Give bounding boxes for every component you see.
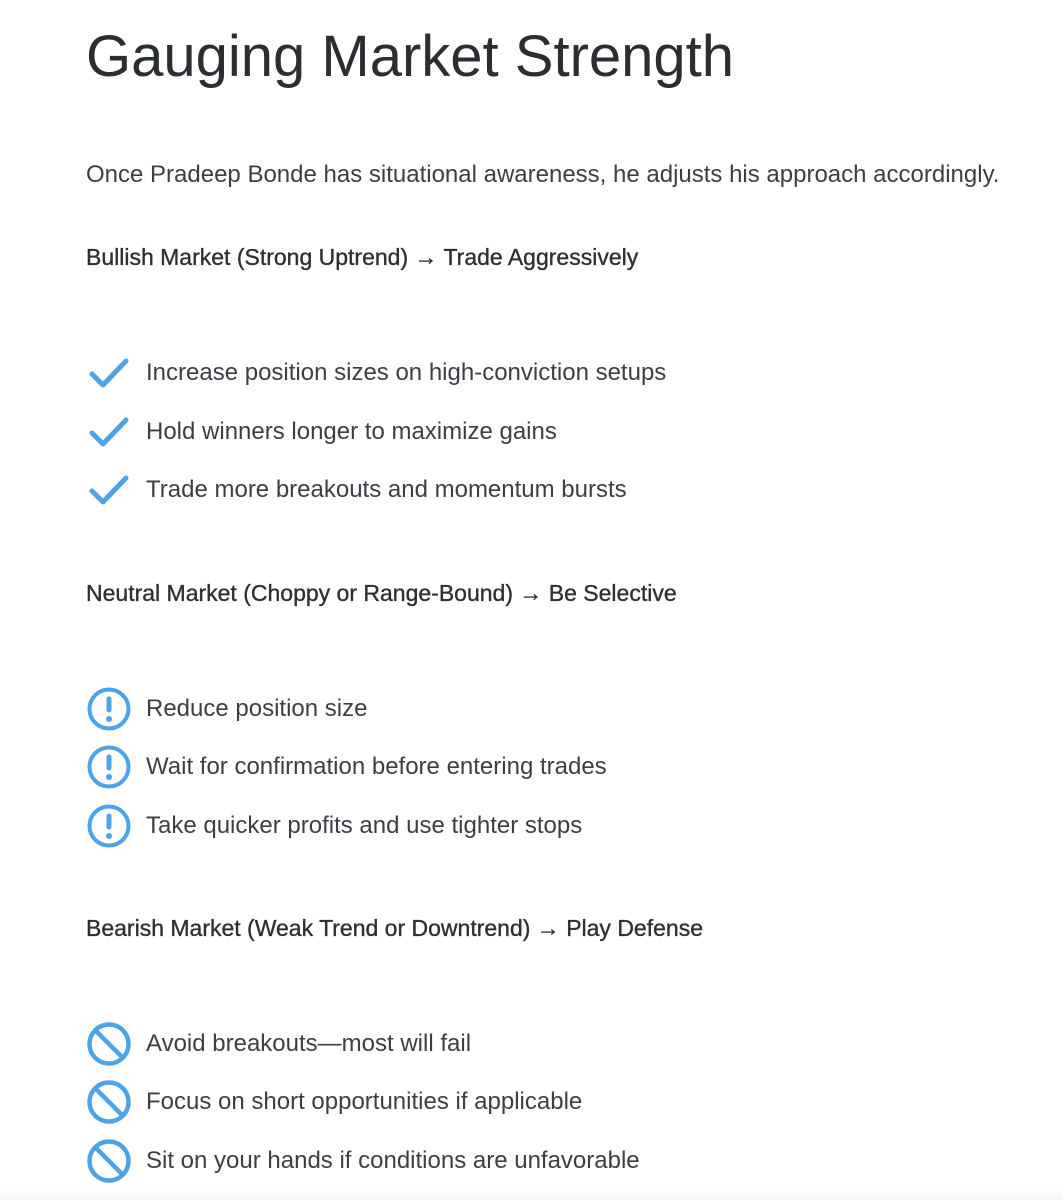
check-icon bbox=[86, 409, 132, 455]
list-item-label: Hold winners longer to maximize gains bbox=[146, 418, 557, 445]
list-item bbox=[86, 803, 582, 849]
section-heading-bullish: Bullish Market (Strong Uptrend) → Trade Aggressively bbox=[86, 244, 639, 270]
list-item-label: Trade more breakouts and momentum bursts bbox=[146, 476, 627, 503]
list-item-label: Sit on your hands if conditions are unfavorable bbox=[146, 1147, 640, 1174]
list-item bbox=[86, 686, 367, 732]
list-item-label: Take quicker profits and use tighter stops bbox=[146, 812, 583, 839]
intro-paragraph: Once Pradeep Bonde has situational awareness, he adjusts his approach accordingly. bbox=[86, 161, 1000, 188]
exclamation-circle-icon bbox=[86, 803, 132, 849]
list-item-label: Increase position sizes on high-conviction setups bbox=[146, 359, 667, 386]
list-item-label: Reduce position size bbox=[146, 695, 368, 722]
check-icon bbox=[86, 350, 132, 396]
list-item-label: Avoid breakouts—most will fail bbox=[146, 1030, 472, 1057]
list-item bbox=[86, 1079, 582, 1125]
list-item-label: Wait for confirmation before entering trades bbox=[146, 753, 607, 780]
list-item bbox=[86, 467, 627, 513]
page-title: Gauging Market Strength bbox=[86, 24, 735, 89]
page-bottom-edge bbox=[0, 1190, 1063, 1200]
section-heading-bearish: Bearish Market (Weak Trend or Downtrend) → Play Defense bbox=[86, 915, 703, 941]
section-heading-neutral: Neutral Market (Choppy or Range-Bound) → Be Selective bbox=[86, 580, 677, 606]
list-item bbox=[86, 1021, 471, 1067]
list-item bbox=[86, 409, 557, 455]
exclamation-circle-icon bbox=[86, 686, 132, 732]
list-item-label: Focus on short opportunities if applicable bbox=[146, 1088, 583, 1115]
prohibited-icon bbox=[86, 1079, 132, 1125]
prohibited-icon bbox=[86, 1021, 132, 1067]
prohibited-icon bbox=[86, 1138, 132, 1184]
list-item bbox=[86, 1138, 640, 1184]
check-icon bbox=[86, 467, 132, 513]
list-item bbox=[86, 350, 666, 396]
exclamation-circle-icon bbox=[86, 744, 132, 790]
list-item bbox=[86, 744, 607, 790]
